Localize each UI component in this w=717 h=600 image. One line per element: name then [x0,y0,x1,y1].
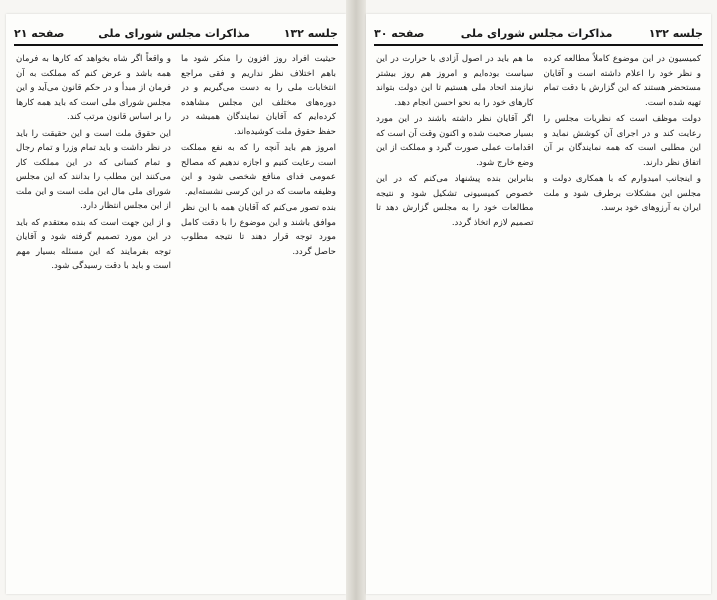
paragraph: این حقوق ملت است و این حقیقت را باید در نظر داشت و باید تمام وزرا و تمام رجال و تمام کسانی که در این مملکت کار می‌کنند این مطلب را بدانند که این مجلس شورای ملی مال این ملت است و این ملت از این مجلس انتظار دارد. [16,128,171,211]
paragraph: اگر آقایان نظر داشته باشند در این مورد بسیار صحبت شده و اکنون وقت آن است که اقدامات عملی صورت گیرد و مملکت از این وضع خارج شود. [376,114,534,168]
right-page-title: مذاکرات مجلس شورای ملی [460,26,613,40]
book-gutter [346,0,366,600]
paragraph: امروز هم باید آنچه را که به نفع مملکت است رعایت کنیم و اجازه ندهیم که مصالح عمومی فدای منافع شخصی شود و این وظیفه ماست که در این کرسی نشسته‌ایم. [181,143,336,197]
right-page-session: جلسه ۱۳۲ [648,26,703,40]
paragraph: کمیسیون در این موضوع کاملاً مطالعه کرده و نظر خود را اعلام داشته است و آقایان مستحضر هستند که این گزارش با دقت تمام تهیه شده است. [543,54,701,108]
left-page-columns [16,52,336,586]
paragraph: ما هم باید در اصول آزادی با حرارت در این سیاست بوده‌ایم و امروز هم روز بیشتر نیازمند اتحاد ملی هستیم تا این دولت بتواند کارهای خود را به نحو احسن انجام دهد. [376,54,534,108]
right-page-column-left [376,52,534,586]
paragraph: بنابراین بنده پیشنهاد می‌کنم که در این خصوص کمیسیونی تشکیل شود و نتیجه مطالعات خود را به مجلس گزارش دهد تا تصمیم لازم اتخاذ گردد. [376,174,534,228]
left-page-header [14,22,338,46]
right-page [366,14,711,594]
left-page [6,14,346,594]
left-page-title: مذاکرات مجلس شورای ملی [98,26,250,40]
paragraph: و از این جهت است که بنده معتقدم که باید در این مورد تصمیم گرفته شود و آقایان توجه بفرمایند که این مسئله بسیار مهم است و باید با دقت رسیدگی شود. [16,217,171,271]
paragraph: و واقعاً اگر شاه بخواهد که کارها به فرمان همه باشد و عرض کنم که مملکت به آن فرمان از مبدأ و در حکم قانون می‌آید و این مجلس شورای ملی است که باید همه کارها را بر اساس قانون مرتب کند. [16,54,171,122]
right-page-columns [376,52,701,586]
left-page-column-left [16,52,171,586]
right-page-number: صفحه ۳۰ [374,26,425,40]
right-page-header [374,22,703,46]
paragraph: حیثیت افراد روز افزون را منکر شود ما باهم اختلاف نظر نداریم و فقی مراجع انتخابات ملی را به دست می‌گیریم و در دوره‌های مختلف این مجلس مشاهده کرده‌ایم که آقایان نمایندگان همیشه در حفظ حقوق ملت کوشیده‌اند. [181,54,336,137]
paragraph: دولت موظف است که نظریات مجلس را رعایت کند و در اجرای آن کوشش نماید و این مطلبی است که همه نمایندگان بر آن اتفاق نظر دارند. [543,114,701,168]
right-page-column-right [544,52,702,586]
left-page-session: جلسه ۱۳۲ [283,26,338,40]
left-page-column-right [181,52,336,586]
paragraph: و اینجانب امیدوارم که با همکاری دولت و مجلس این مشکلات برطرف شود و ملت ایران به آرزوهای خود برسد. [543,174,701,213]
left-page-number: صفحه ۲۱ [14,26,65,40]
paragraph: بنده تصور می‌کنم که آقایان همه با این نظر موافق باشند و این موضوع را با دقت کامل مورد توجه قرار دهند تا نتیجه مطلوب حاصل گردد. [181,203,336,257]
